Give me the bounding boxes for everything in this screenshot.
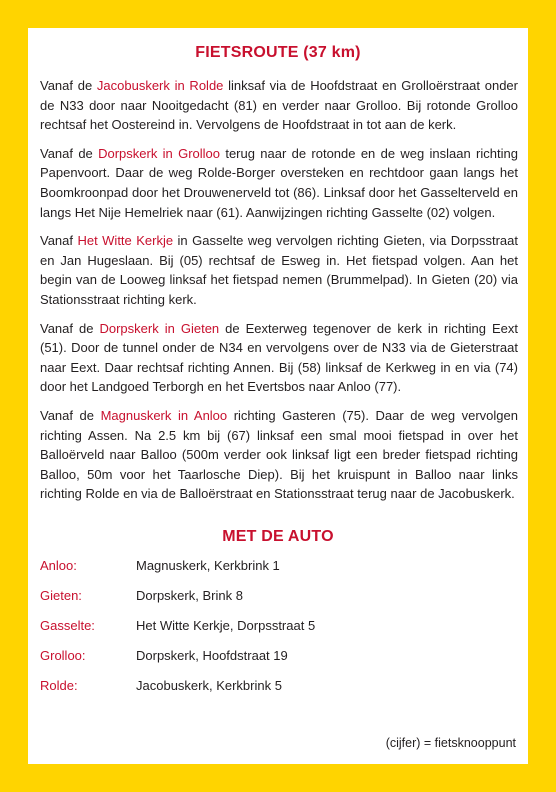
paragraph-text: Vanaf de: [40, 145, 99, 161]
destination-church: Dorpskerk, Hoofdstraat 19: [136, 648, 288, 663]
paragraph-text: de Eexterweg tegenover de kerk in richting Eext (51). Door de tunnel onder de N34 en vervolgens over de N33 via de Gieterstraat naar Eext. Daar rechtsaf richting Annen. Bij (58) linksaf de Kerkweg in en via (74) door het Landgoed Terborgh en het Evertsbos naar Anloo (77).: [40, 320, 518, 395]
route-paragraph: [40, 144, 518, 222]
paragraph-text: Vanaf de: [40, 320, 100, 336]
destination-place: Gieten:: [40, 588, 82, 603]
destination-church: Dorpskerk, Brink 8: [136, 588, 243, 603]
destination-row: [40, 648, 520, 678]
auto-title: MET DE AUTO: [222, 528, 334, 545]
paragraph-text: linksaf via de Hoofdstraat en Grolloërstraat onder de N33 door naar Nooitgedacht (81) en verder naar Grolloo. Bij rotonde Grolloo rechtsaf het Oostereind in. Vervolgens de Hoofdstraat in tot aan de kerk.: [40, 78, 518, 133]
destination-list: [40, 558, 520, 708]
destination-row: [40, 588, 520, 618]
paragraph-text: terug naar de rotonde en de weg inslaan richting Papenvoort. Daar de weg Rolde-Borger oversteken en rechtdoor gaan langs het Boomkroonpad door het Drouwenerveld tot (86). Linksaf door het Gasselterveld en langs Het Nije Hemelriek naar (61). Aanwijzingen richting Gasselte (02) volgen.: [40, 145, 518, 220]
destination-place: Grolloo:: [40, 648, 86, 663]
destination-place: Rolde:: [40, 678, 78, 693]
route-paragraph: [40, 76, 518, 135]
destination-place: Anloo:: [40, 558, 77, 573]
route-paragraph: [40, 231, 518, 309]
route-paragraph: [40, 406, 518, 504]
destination-church: Het Witte Kerkje, Dorpsstraat 5: [136, 618, 316, 633]
paragraph-text: Vanaf: [40, 233, 78, 249]
destination-row: [40, 558, 520, 588]
church-highlight: Het Witte Kerkje: [77, 233, 174, 249]
church-highlight: Magnuskerk in Anloo: [100, 407, 228, 423]
route-paragraph: [40, 319, 518, 397]
destination-church: Jacobuskerk, Kerkbrink 5: [136, 678, 282, 693]
destination-row: [40, 678, 520, 708]
legend-note: (cijfer) = fietsknooppunt: [385, 736, 516, 750]
paragraph-text: Vanaf de: [40, 78, 97, 93]
destination-place: Gasselte:: [40, 618, 95, 633]
paragraph-text: richting Gasteren (75). Daar de weg vervolgen richting Assen. Na 2.5 km bij (67) linksaf een smal mooi fietspad in over het Balloërveld naar Balloo (500m verder ook linksaf ligt een breder fietspad richting Balloo, 50m voor het Taarlosche Diep). Bij het kruispunt in Balloo naar links richting Rolde en via de Balloërstraat en Stationsstraat terug naar de Jacobuskerk.: [40, 407, 518, 502]
church-highlight: Dorpskerk in Gieten: [99, 320, 220, 336]
route-description: [40, 76, 518, 513]
church-highlight: Jacobuskerk in Rolde: [96, 78, 224, 93]
paragraph-text: Vanaf de: [40, 407, 101, 423]
destination-church: Magnuskerk, Kerkbrink 1: [136, 558, 280, 573]
route-card: [28, 28, 528, 764]
route-title: FIETSROUTE (37 km): [195, 44, 361, 61]
church-highlight: Dorpskerk in Grolloo: [98, 145, 221, 161]
paragraph-text: in Gasselte weg vervolgen richting Gieten, via Dorpsstraat en Jan Hugeslaan. Bij (05) rechtsaf de Esweg in. Het fietspad volgen. Aan het begin van de Looweg linksaf het fietspad nemen (Brummelpad). In Gieten (20) via Stationsstraat richting kerk.: [40, 233, 518, 307]
destination-row: [40, 618, 520, 648]
